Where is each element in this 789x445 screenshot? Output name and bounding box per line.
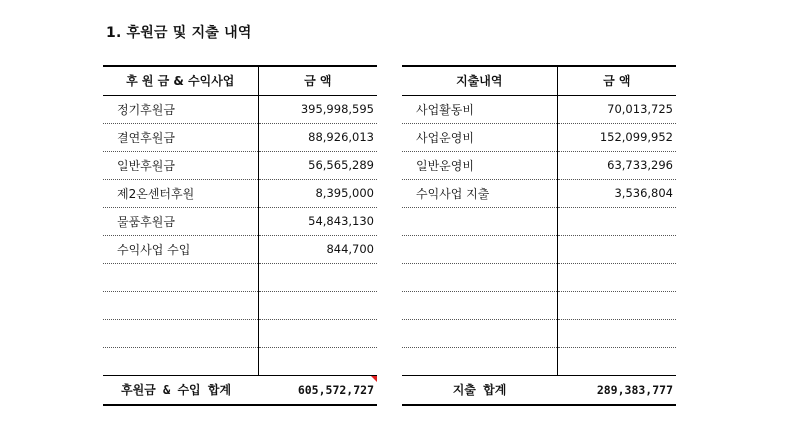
expense-row-label[interactable]: 수익사업 지출 [402, 179, 557, 207]
table-row [103, 263, 377, 291]
table-row [402, 207, 676, 235]
table-row [103, 179, 377, 207]
income-total-row [103, 375, 377, 405]
income-total-label[interactable]: 후원금 & 수입 합계 [103, 375, 258, 405]
income-header-amount: 금 액 [258, 66, 377, 95]
expense-row-amount[interactable]: 3,536,804 [557, 179, 676, 207]
income-row-label[interactable]: 일반후원금 [103, 151, 258, 179]
income-row-amount[interactable] [258, 319, 377, 347]
table-row [103, 207, 377, 235]
table-row [103, 235, 377, 263]
income-table [103, 65, 377, 406]
expense-row-amount[interactable]: 63,733,296 [557, 151, 676, 179]
income-row-amount[interactable]: 395,998,595 [258, 95, 377, 123]
expense-row-amount[interactable] [557, 263, 676, 291]
income-row-label[interactable] [103, 347, 258, 375]
table-row [402, 347, 676, 375]
table-row [402, 151, 676, 179]
income-row-label[interactable] [103, 263, 258, 291]
expense-row-label[interactable] [402, 291, 557, 319]
expense-row-label[interactable]: 사업운영비 [402, 123, 557, 151]
table-row [103, 319, 377, 347]
table-row [402, 319, 676, 347]
expense-table [402, 65, 676, 406]
table-row [103, 291, 377, 319]
income-total-value: 605,572,727 [297, 382, 374, 397]
income-row-amount[interactable]: 56,565,289 [258, 151, 377, 179]
expense-row-label[interactable] [402, 263, 557, 291]
expense-rows [402, 95, 676, 375]
table-row [103, 347, 377, 375]
income-row-amount[interactable] [258, 263, 377, 291]
income-row-label[interactable] [103, 291, 258, 319]
income-row-amount[interactable] [258, 347, 377, 375]
expense-row-label[interactable] [402, 235, 557, 263]
section-title: 1. 후원금 및 지출 내역 [106, 25, 252, 41]
income-row-label[interactable]: 정기후원금 [103, 95, 258, 123]
income-total-amount[interactable] [258, 375, 377, 405]
expense-row-label[interactable]: 일반운영비 [402, 151, 557, 179]
table-row [402, 123, 676, 151]
expense-row-amount[interactable] [557, 235, 676, 263]
income-row-amount[interactable]: 54,843,130 [258, 207, 377, 235]
expense-row-label[interactable] [402, 207, 557, 235]
table-row [103, 151, 377, 179]
table-row [402, 235, 676, 263]
expense-row-amount[interactable] [557, 319, 676, 347]
expense-header-amount: 금 액 [557, 66, 676, 95]
expense-total-amount[interactable]: 289,383,777 [557, 375, 676, 405]
table-row [402, 263, 676, 291]
income-row-label[interactable]: 결연후원금 [103, 123, 258, 151]
income-row-amount[interactable]: 844,700 [258, 235, 377, 263]
expense-row-amount[interactable]: 70,013,725 [557, 95, 676, 123]
income-row-amount[interactable] [258, 291, 377, 319]
income-row-label[interactable]: 수익사업 수입 [103, 235, 258, 263]
income-header-label: 후 원 금 & 수익사업 [103, 66, 258, 95]
table-row [402, 95, 676, 123]
income-row-label[interactable]: 물품후원금 [103, 207, 258, 235]
expense-total-row [402, 375, 676, 405]
expense-row-label[interactable] [402, 347, 557, 375]
table-row [103, 123, 377, 151]
income-header-row [103, 66, 377, 95]
comment-indicator-icon[interactable] [371, 376, 377, 382]
expense-row-amount[interactable]: 152,099,952 [557, 123, 676, 151]
table-row [402, 291, 676, 319]
expense-row-amount[interactable] [557, 207, 676, 235]
income-row-label[interactable]: 제2온센터후원 [103, 179, 258, 207]
income-row-amount[interactable]: 8,395,000 [258, 179, 377, 207]
expense-total-label[interactable]: 지출 합계 [402, 375, 557, 405]
income-row-amount[interactable]: 88,926,013 [258, 123, 377, 151]
expense-row-amount[interactable] [557, 347, 676, 375]
table-row [402, 179, 676, 207]
expense-row-amount[interactable] [557, 291, 676, 319]
table-row [103, 95, 377, 123]
expense-row-label[interactable] [402, 319, 557, 347]
expense-header-row [402, 66, 676, 95]
expense-header-label: 지출내역 [402, 66, 557, 95]
income-rows [103, 95, 377, 375]
income-row-label[interactable] [103, 319, 258, 347]
expense-row-label[interactable]: 사업활동비 [402, 95, 557, 123]
